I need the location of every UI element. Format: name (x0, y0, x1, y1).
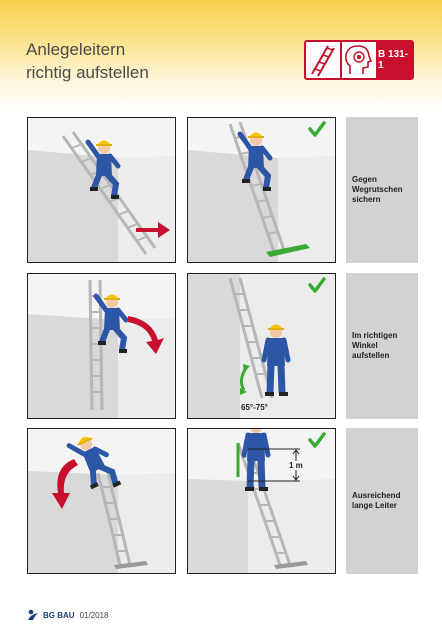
height-label: 1 m (289, 461, 303, 470)
illustration-secured-ladder (187, 117, 336, 263)
label-box-angle (346, 273, 418, 419)
check-icon (310, 434, 324, 446)
bg-bau-logo-icon (27, 609, 39, 621)
check-icon (310, 123, 324, 135)
label-box-length (346, 428, 418, 574)
hazard-badge (304, 40, 414, 80)
illustration-long-ladder (187, 428, 336, 574)
label-angle: Im richtigen Winkel aufstellen (352, 331, 398, 360)
illustration-steep-ladder (27, 273, 176, 419)
page-title (26, 38, 149, 84)
angle-label: 65°-75° (241, 403, 268, 412)
footer (27, 609, 108, 621)
badge-code: B 131-1 (378, 42, 412, 78)
label-length: Ausreichend lange Leiter (352, 491, 401, 510)
footer-brand: BG BAU (43, 610, 75, 620)
illustration-slipping-ladder (27, 117, 176, 263)
head-eye-pictogram-icon (342, 42, 378, 78)
illustration-short-ladder (27, 428, 176, 574)
footer-edition: 01/2018 (79, 610, 109, 620)
label-box-secure (346, 117, 418, 263)
title-line-1: Anlegeleitern (26, 40, 126, 59)
label-secure: Gegen Wegrutschen sichern (352, 175, 403, 204)
ladder-pictogram-icon (306, 42, 342, 78)
illustration-correct-angle (187, 273, 336, 419)
title-line-2: richtig aufstellen (26, 63, 149, 82)
